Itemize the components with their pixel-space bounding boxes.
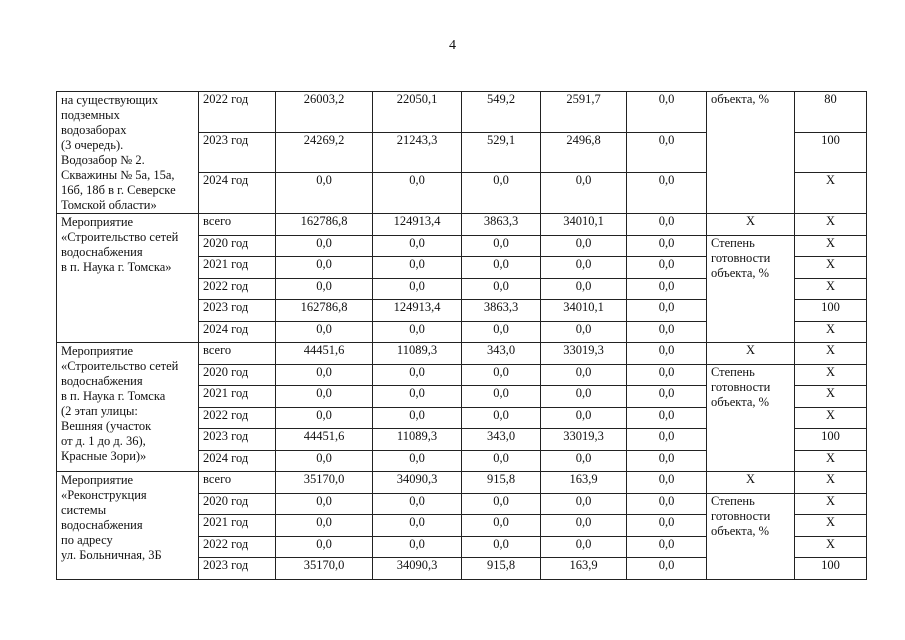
value-total-cell: 0,0 bbox=[276, 173, 373, 214]
value-federal-cell: 0,0 bbox=[373, 321, 462, 343]
year-cell: 2022 год bbox=[199, 92, 276, 133]
value-local-cell: 163,9 bbox=[541, 472, 627, 494]
year-cell: 2023 год bbox=[199, 429, 276, 451]
value-local-cell: 0,0 bbox=[541, 173, 627, 214]
measure-name-cell-line: в п. Наука г. Томска bbox=[61, 389, 166, 403]
indicator-name-cell-line: объекта, % bbox=[711, 265, 770, 280]
indicator-name-cell bbox=[707, 364, 795, 472]
measure-name-cell-line: водоснабжения bbox=[61, 245, 143, 259]
year-cell: 2022 год bbox=[199, 278, 276, 300]
value-total-cell: 0,0 bbox=[276, 536, 373, 558]
value-other-cell: 0,0 bbox=[627, 536, 707, 558]
value-total-cell: 35170,0 bbox=[276, 472, 373, 494]
target-value-cell: X bbox=[795, 386, 867, 408]
measure-name-cell-line: 16б, 18б в г. Северске bbox=[61, 183, 176, 197]
value-other-cell: 0,0 bbox=[627, 386, 707, 408]
year-cell: 2021 год bbox=[199, 257, 276, 279]
target-value-cell: 100 bbox=[795, 132, 867, 173]
year-cell: 2023 год bbox=[199, 558, 276, 580]
value-federal-cell: 0,0 bbox=[373, 515, 462, 537]
measure-name-cell-line: Красные Зори)» bbox=[61, 449, 147, 463]
value-regional-cell: 0,0 bbox=[462, 515, 541, 537]
year-cell: 2024 год bbox=[199, 450, 276, 472]
value-local-cell: 0,0 bbox=[541, 364, 627, 386]
value-total-cell: 35170,0 bbox=[276, 558, 373, 580]
value-other-cell: 0,0 bbox=[627, 515, 707, 537]
value-total-cell: 44451,6 bbox=[276, 343, 373, 365]
value-total-cell: 0,0 bbox=[276, 386, 373, 408]
measure-name-cell bbox=[57, 92, 199, 214]
value-regional-cell: 0,0 bbox=[462, 493, 541, 515]
value-other-cell: 0,0 bbox=[627, 92, 707, 133]
value-other-cell: 0,0 bbox=[627, 558, 707, 580]
measure-name-cell-line: в п. Наука г. Томска» bbox=[61, 260, 172, 274]
value-total-cell: 162786,8 bbox=[276, 214, 373, 236]
value-regional-cell: 3863,3 bbox=[462, 300, 541, 322]
value-federal-cell: 0,0 bbox=[373, 364, 462, 386]
measure-name-cell-line: Мероприятие bbox=[61, 344, 134, 358]
target-value-cell: X bbox=[795, 515, 867, 537]
value-federal-cell: 0,0 bbox=[373, 278, 462, 300]
value-local-cell: 0,0 bbox=[541, 278, 627, 300]
value-local-cell: 0,0 bbox=[541, 386, 627, 408]
indicator-cell: X bbox=[707, 472, 795, 494]
value-other-cell: 0,0 bbox=[627, 407, 707, 429]
value-federal-cell: 0,0 bbox=[373, 386, 462, 408]
value-regional-cell: 0,0 bbox=[462, 257, 541, 279]
measure-name-cell-line: Вешняя (участок bbox=[61, 419, 152, 433]
measure-name-cell bbox=[57, 472, 199, 580]
value-total-cell: 0,0 bbox=[276, 493, 373, 515]
value-total-cell: 0,0 bbox=[276, 515, 373, 537]
value-total-cell: 0,0 bbox=[276, 278, 373, 300]
value-total-cell: 0,0 bbox=[276, 321, 373, 343]
year-cell: 2024 год bbox=[199, 321, 276, 343]
value-other-cell: 0,0 bbox=[627, 132, 707, 173]
target-value-cell: X bbox=[795, 364, 867, 386]
page-number: 4 bbox=[449, 38, 456, 53]
indicator-name-cell bbox=[707, 92, 795, 214]
year-cell: 2024 год bbox=[199, 173, 276, 214]
value-regional-cell: 343,0 bbox=[462, 343, 541, 365]
measure-name-cell-line: (3 очередь). bbox=[61, 138, 124, 152]
value-federal-cell: 34090,3 bbox=[373, 472, 462, 494]
target-value-cell: X bbox=[795, 493, 867, 515]
table-row bbox=[57, 214, 867, 236]
year-cell: 2020 год bbox=[199, 364, 276, 386]
value-other-cell: 0,0 bbox=[627, 173, 707, 214]
value-total-cell: 0,0 bbox=[276, 407, 373, 429]
year-cell: всего bbox=[199, 343, 276, 365]
measure-name-cell-line: от д. 1 до д. 36), bbox=[61, 434, 146, 448]
value-other-cell: 0,0 bbox=[627, 257, 707, 279]
indicator-name-cell-line: Степень bbox=[711, 493, 755, 508]
indicator-name-cell-line: готовности bbox=[711, 379, 771, 394]
target-value-cell: X bbox=[795, 257, 867, 279]
value-local-cell: 34010,1 bbox=[541, 300, 627, 322]
measure-name-cell-line: «Строительство сетей bbox=[61, 359, 179, 373]
target-value-cell: X bbox=[795, 407, 867, 429]
value-regional-cell: 0,0 bbox=[462, 450, 541, 472]
measure-name-cell-line: водозаборах bbox=[61, 123, 127, 137]
target-value-cell: X bbox=[795, 472, 867, 494]
value-regional-cell: 915,8 bbox=[462, 558, 541, 580]
value-regional-cell: 529,1 bbox=[462, 132, 541, 173]
target-value-cell: X bbox=[795, 536, 867, 558]
year-cell: всего bbox=[199, 472, 276, 494]
target-value-cell: X bbox=[795, 321, 867, 343]
table-row bbox=[57, 92, 867, 133]
target-value-cell: X bbox=[795, 235, 867, 257]
indicator-name-cell-line: готовности bbox=[711, 508, 771, 523]
value-total-cell: 24269,2 bbox=[276, 132, 373, 173]
measure-name-cell-line: подземных bbox=[61, 108, 120, 122]
indicator-cell: X bbox=[707, 343, 795, 365]
value-other-cell: 0,0 bbox=[627, 214, 707, 236]
value-other-cell: 0,0 bbox=[627, 321, 707, 343]
value-other-cell: 0,0 bbox=[627, 450, 707, 472]
indicator-name-cell-line: объекта, % bbox=[711, 394, 770, 409]
measure-name-cell-line: «Реконструкция bbox=[61, 488, 147, 502]
value-federal-cell: 0,0 bbox=[373, 235, 462, 257]
year-cell: 2020 год bbox=[199, 493, 276, 515]
value-federal-cell: 0,0 bbox=[373, 257, 462, 279]
measure-name-cell-line: Водозабор № 2. bbox=[61, 153, 145, 167]
measure-name-cell-line: Мероприятие bbox=[61, 215, 134, 229]
value-total-cell: 0,0 bbox=[276, 257, 373, 279]
measure-name-cell-line: водоснабжения bbox=[61, 374, 143, 388]
value-federal-cell: 0,0 bbox=[373, 173, 462, 214]
target-value-cell: X bbox=[795, 214, 867, 236]
value-local-cell: 33019,3 bbox=[541, 429, 627, 451]
value-federal-cell: 0,0 bbox=[373, 493, 462, 515]
value-other-cell: 0,0 bbox=[627, 235, 707, 257]
value-total-cell: 44451,6 bbox=[276, 429, 373, 451]
year-cell: 2022 год bbox=[199, 536, 276, 558]
value-other-cell: 0,0 bbox=[627, 364, 707, 386]
measure-name-cell-line: на существующих bbox=[61, 93, 159, 107]
value-total-cell: 0,0 bbox=[276, 450, 373, 472]
measure-name-cell-line: (2 этап улицы: bbox=[61, 404, 138, 418]
measure-name-cell-line: Томской области» bbox=[61, 198, 157, 212]
target-value-cell: 100 bbox=[795, 300, 867, 322]
target-value-cell: 80 bbox=[795, 92, 867, 133]
indicator-name-cell bbox=[707, 493, 795, 579]
year-cell: 2021 год bbox=[199, 386, 276, 408]
value-regional-cell: 3863,3 bbox=[462, 214, 541, 236]
value-federal-cell: 124913,4 bbox=[373, 214, 462, 236]
measure-name-cell-line: водоснабжения bbox=[61, 518, 143, 532]
value-regional-cell: 0,0 bbox=[462, 321, 541, 343]
measure-name-cell-line: системы bbox=[61, 503, 107, 517]
table-row bbox=[57, 343, 867, 365]
value-local-cell: 0,0 bbox=[541, 450, 627, 472]
year-cell: 2021 год bbox=[199, 515, 276, 537]
value-federal-cell: 0,0 bbox=[373, 407, 462, 429]
value-local-cell: 33019,3 bbox=[541, 343, 627, 365]
year-cell: всего bbox=[199, 214, 276, 236]
indicator-name-cell bbox=[707, 235, 795, 343]
value-regional-cell: 915,8 bbox=[462, 472, 541, 494]
measure-name-cell bbox=[57, 214, 199, 343]
indicator-name-cell-line: Степень bbox=[711, 235, 755, 250]
value-regional-cell: 0,0 bbox=[462, 536, 541, 558]
value-regional-cell: 0,0 bbox=[462, 235, 541, 257]
value-regional-cell: 0,0 bbox=[462, 407, 541, 429]
value-total-cell: 26003,2 bbox=[276, 92, 373, 133]
value-total-cell: 0,0 bbox=[276, 235, 373, 257]
value-local-cell: 2496,8 bbox=[541, 132, 627, 173]
value-other-cell: 0,0 bbox=[627, 493, 707, 515]
value-regional-cell: 343,0 bbox=[462, 429, 541, 451]
measure-name-cell-line: по адресу bbox=[61, 533, 113, 547]
value-regional-cell: 0,0 bbox=[462, 173, 541, 214]
target-value-cell: X bbox=[795, 278, 867, 300]
value-local-cell: 0,0 bbox=[541, 321, 627, 343]
value-regional-cell: 549,2 bbox=[462, 92, 541, 133]
value-regional-cell: 0,0 bbox=[462, 386, 541, 408]
table-row bbox=[57, 472, 867, 494]
value-local-cell: 0,0 bbox=[541, 257, 627, 279]
value-local-cell: 2591,7 bbox=[541, 92, 627, 133]
measure-name-cell-line: Скважины № 5а, 15а, bbox=[61, 168, 175, 182]
value-total-cell: 0,0 bbox=[276, 364, 373, 386]
target-value-cell: X bbox=[795, 173, 867, 214]
target-value-cell: 100 bbox=[795, 558, 867, 580]
value-total-cell: 162786,8 bbox=[276, 300, 373, 322]
target-value-cell: X bbox=[795, 343, 867, 365]
value-other-cell: 0,0 bbox=[627, 300, 707, 322]
target-value-cell: X bbox=[795, 450, 867, 472]
value-local-cell: 0,0 bbox=[541, 235, 627, 257]
value-other-cell: 0,0 bbox=[627, 278, 707, 300]
target-value-cell: 100 bbox=[795, 429, 867, 451]
year-cell: 2020 год bbox=[199, 235, 276, 257]
value-other-cell: 0,0 bbox=[627, 343, 707, 365]
indicator-name-cell-line: Степень bbox=[711, 364, 755, 379]
indicator-name-cell-line: объекта, % bbox=[711, 523, 770, 538]
measure-name-cell-line: ул. Больничная, 3Б bbox=[61, 548, 162, 562]
year-cell: 2022 год bbox=[199, 407, 276, 429]
indicator-cell: X bbox=[707, 214, 795, 236]
value-other-cell: 0,0 bbox=[627, 472, 707, 494]
measure-name-cell-line: «Строительство сетей bbox=[61, 230, 179, 244]
value-local-cell: 163,9 bbox=[541, 558, 627, 580]
value-local-cell: 0,0 bbox=[541, 493, 627, 515]
measure-name-cell bbox=[57, 343, 199, 472]
value-federal-cell: 11089,3 bbox=[373, 429, 462, 451]
year-cell: 2023 год bbox=[199, 132, 276, 173]
value-federal-cell: 34090,3 bbox=[373, 558, 462, 580]
value-local-cell: 0,0 bbox=[541, 536, 627, 558]
value-federal-cell: 22050,1 bbox=[373, 92, 462, 133]
value-federal-cell: 0,0 bbox=[373, 536, 462, 558]
year-cell: 2023 год bbox=[199, 300, 276, 322]
value-local-cell: 0,0 bbox=[541, 407, 627, 429]
value-federal-cell: 0,0 bbox=[373, 450, 462, 472]
value-federal-cell: 124913,4 bbox=[373, 300, 462, 322]
measure-name-cell-line: Мероприятие bbox=[61, 473, 134, 487]
value-regional-cell: 0,0 bbox=[462, 364, 541, 386]
value-other-cell: 0,0 bbox=[627, 429, 707, 451]
value-federal-cell: 11089,3 bbox=[373, 343, 462, 365]
value-local-cell: 0,0 bbox=[541, 515, 627, 537]
indicator-name-cell-line: объекта, % bbox=[711, 92, 770, 106]
indicator-name-cell-line: готовности bbox=[711, 250, 771, 265]
value-local-cell: 34010,1 bbox=[541, 214, 627, 236]
value-federal-cell: 21243,3 bbox=[373, 132, 462, 173]
funding-table bbox=[56, 91, 867, 580]
value-regional-cell: 0,0 bbox=[462, 278, 541, 300]
